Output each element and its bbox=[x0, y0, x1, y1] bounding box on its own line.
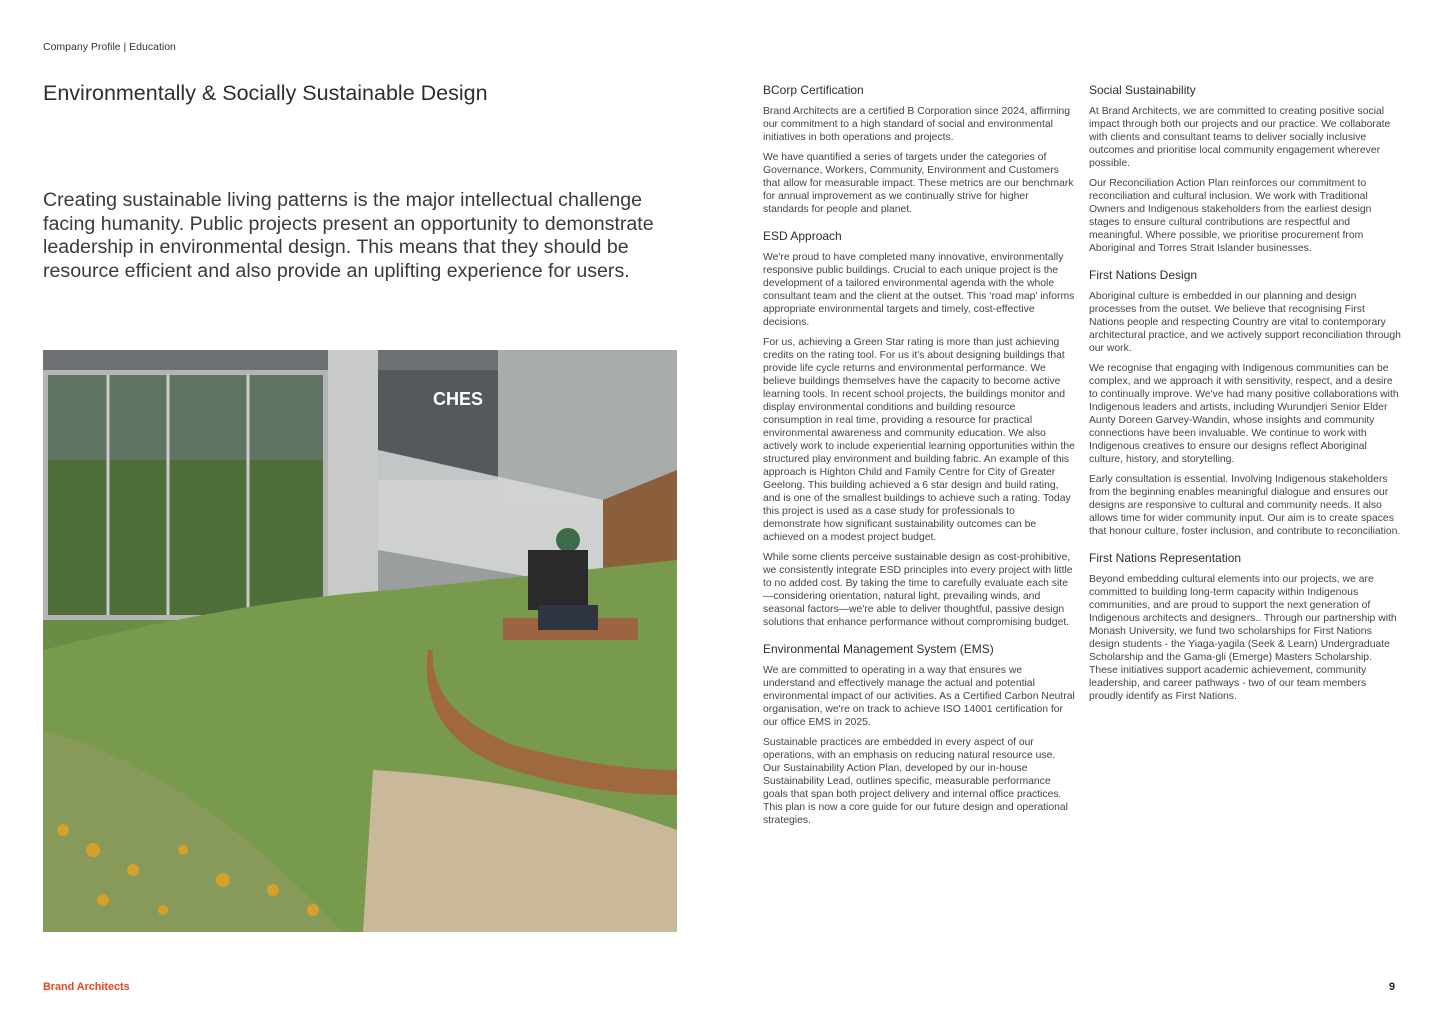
paragraph: At Brand Architects, we are committed to creating positive social impact through both our projects and our practice. We collaborate with clients and consultant teams to deliver socially inclusive outcomes and prioritise local community engagement wherever possible. bbox=[1089, 106, 1391, 169]
section-first-nations-representation bbox=[1089, 552, 1401, 703]
section-bcorp bbox=[763, 84, 1075, 216]
photo-illustration bbox=[43, 350, 677, 932]
section-esd bbox=[763, 230, 1075, 629]
paragraph: Brand Architects are a certified B Corporation since 2024, affirming our commitment to a high standard of social and environmental initiatives in both operations and projects. bbox=[763, 106, 1071, 143]
section-ems bbox=[763, 643, 1075, 827]
paragraph: For us, achieving a Green Star rating is more than just achieving credits on the rating tool. For us it's about designing buildings that provide life cycle returns and environmental performance. We believe buildings themselves have the capacity to become active learning tools. In recent school projects, the buildings monitor and display environmental conditions and building resource consumption in real time, providing a resource for practical environmental awareness and community education. We also actively work to include experiential learning opportunities within the structured play environment and building fabric. An example of this approach is Highton Child and Family Centre for City of Greater Geelong. This building achieved a 6 star design and build rating, and is one of the smallest buildings to achieve such a rating. Today this project is used as a case study for professionals to demonstrate how significant sustainability outcomes can be achieved on a modest project budget. bbox=[763, 337, 1075, 543]
paragraph: Aboriginal culture is embedded in our planning and design processes from the outset. We believe that recognising First Nations people and respecting Country are vital to contemporary architectural practice, and we actively support reconciliation through our work. bbox=[1089, 291, 1401, 354]
right-column bbox=[1089, 84, 1401, 717]
section-heading: Social Sustainability bbox=[1089, 83, 1196, 97]
paragraph: Our Reconciliation Action Plan reinforces our commitment to reconciliation and cultural inclusion. We work with Traditional Owners and Indigenous stakeholders from the earliest design stages to ensure cultural contributions are respectful and meaningful. Where possible, we prioritise procurement from Aboriginal and Torres Strait Islander businesses. bbox=[1089, 178, 1372, 254]
paragraph: We are committed to operating in a way that ensures we understand and effectively manage the actual and potential environmental impact of our activities. As a Certified Carbon Neutral organisation, we're on track to achieve ISO 14001 certification for our office EMS in 2025. bbox=[763, 665, 1075, 728]
project-photo bbox=[43, 350, 677, 932]
section-heading: ESD Approach bbox=[763, 229, 842, 243]
paragraph: We have quantified a series of targets under the categories of Governance, Workers, Community, Environment and Customers that allow for measurable impact. These metrics are our benchmark for annual improvement as we continually strive for higher standards for people and planet. bbox=[763, 152, 1074, 215]
lead-paragraph: Creating sustainable living patterns is the major intellectual challenge facing humanity. Public projects present an opportunity to demonstrate leadership in environmental design. This means that they should be resource efficient and also provide an uplifting experience for users. bbox=[43, 189, 654, 282]
section-social bbox=[1089, 84, 1401, 255]
breadcrumb: Company Profile | Education bbox=[43, 41, 176, 53]
middle-column bbox=[763, 84, 1075, 841]
page-number: 9 bbox=[1389, 981, 1396, 993]
page-title: Environmentally & Socially Sustainable Design bbox=[43, 81, 488, 105]
paragraph: We recognise that engaging with Indigenous communities can be complex, and we approach it with sensitivity, respect, and a desire to continually improve. We've had many positive collaborations with Indigenous leaders and artists, including Wurundjeri Senior Elder Aunty Doreen Garvey-Wandin, whose insights and community connections have been invaluable. We continue to work with Indigenous creatives to ensure our designs reflect Aboriginal culture, history, and storytelling. bbox=[1089, 363, 1399, 465]
section-heading: BCorp Certification bbox=[763, 83, 864, 97]
section-heading: First Nations Representation bbox=[1089, 551, 1242, 565]
paragraph: While some clients perceive sustainable design as cost-prohibitive, we consistently integrate ESD principles into every project with little to no added cost. By taking the time to carefully evaluate each site—considering orientation, natural light, prevailing winds, and seasonal factors—we're able to deliver thoughtful, passive design solutions that enhance performance without compromising budget. bbox=[763, 552, 1073, 628]
paragraph: Beyond embedding cultural elements into our projects, we are committed to building long-term capacity within Indigenous communities, and are proud to support the next generation of Indigenous architects and designers.. Through our partnership with Monash University, we fund two scholarships for First Nations design students - the Yiaga-yagila (Seek & Learn) Undergraduate Scholarship and the Gama-gli (Emerge) Masters Scholarship. These initiatives support academic achievement, community leadership, and career pathways - two of our team members proudly identify as First Nations. bbox=[1089, 574, 1397, 702]
building-sign: CHES bbox=[433, 389, 484, 409]
footer-brand: Brand Architects bbox=[43, 981, 130, 993]
paragraph: We're proud to have completed many innovative, environmentally responsive public buildings. Crucial to each unique project is the development of a tailored environmental agenda with the whole consultant team and the client at the outset. This ‘road map’ informs appropriate environmental targets and timely, cost-effective decisions. bbox=[763, 252, 1075, 328]
section-first-nations-design bbox=[1089, 269, 1401, 538]
section-heading: First Nations Design bbox=[1089, 268, 1198, 282]
paragraph: Sustainable practices are embedded in every aspect of our operations, with an emphasis on reducing natural resource use. Our Sustainability Action Plan, developed by our in-house Sustainability Lead, outlines specific, measurable performance goals that span both project delivery and internal office practices. This plan is now a core guide for our future design and operational strategies. bbox=[763, 737, 1068, 826]
section-heading: Environmental Management System (EMS) bbox=[763, 642, 994, 656]
paragraph: Early consultation is essential. Involving Indigenous stakeholders from the beginning enables meaningful dialogue and ensures our designs are responsive to cultural and community needs. It also allows time for wider community input. Our aim is to create spaces that honour culture, foster inclusion, and contribute to reconciliation. bbox=[1089, 474, 1401, 537]
